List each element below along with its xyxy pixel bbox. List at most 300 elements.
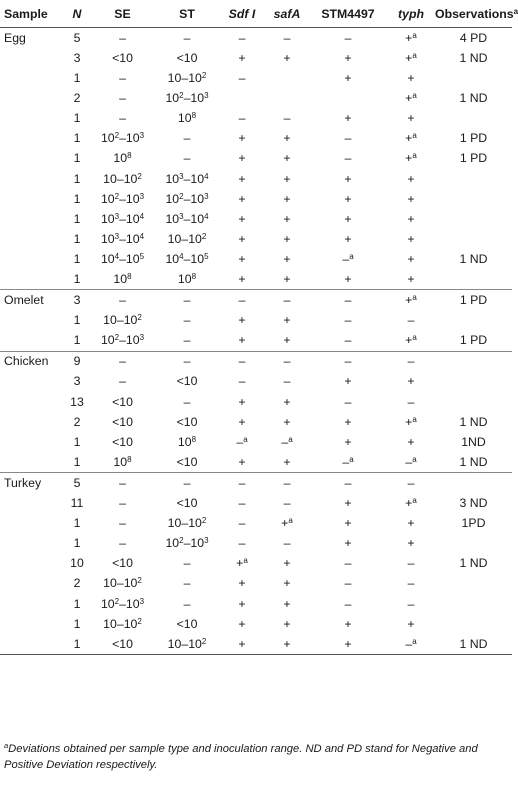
cell-sdf-i: +: [238, 454, 246, 469]
table-row: [0, 169, 512, 189]
table-row: [0, 249, 512, 269]
cell-sample: [0, 594, 64, 614]
footnote-mark: a: [288, 434, 293, 444]
cell-n: 5: [73, 30, 81, 45]
table-row: [0, 452, 512, 473]
cell-n: 1: [73, 616, 81, 631]
cell-sample: [0, 149, 64, 169]
cell-safa: +: [283, 414, 291, 429]
cell-typh: +: [407, 251, 415, 266]
cell-safa: [265, 68, 309, 88]
cell-st: –: [183, 596, 191, 611]
cell-n: 1: [73, 536, 81, 551]
cell-safa: +: [283, 131, 291, 146]
cell-sample: [0, 392, 64, 412]
table-row: [0, 634, 512, 655]
cell-sample: [0, 432, 64, 452]
cell-sdf-i: +: [238, 313, 246, 328]
footnote-mark: a: [412, 636, 417, 646]
cell-safa: +: [283, 251, 291, 266]
footnote-mark: a: [349, 251, 354, 261]
cell-se: –: [119, 536, 126, 551]
cell-stm4497: +: [344, 71, 352, 86]
cell-stm4497: +: [344, 191, 352, 206]
cell-safa: –: [283, 111, 291, 126]
cell-sdf-i: +: [238, 333, 246, 348]
cell-safa: –$^a$: [281, 434, 293, 449]
cell-stm4497: –: [344, 394, 352, 409]
footnote-mark: a: [349, 454, 354, 464]
cell-st: –: [155, 290, 219, 311]
cell-typh: +$^a$: [405, 30, 417, 45]
cell-se: $10^2-10^3$: [100, 596, 145, 611]
cell-sdf-i: +: [238, 576, 246, 591]
cell-stm4497: +: [344, 171, 352, 186]
cell-stm4497: –: [344, 30, 352, 45]
cell-sdf-i: –: [238, 496, 246, 511]
cell-observations: 3 ND: [459, 496, 488, 511]
cell-stm4497: –$^a$: [342, 251, 354, 266]
cell-sdf-i: –: [238, 374, 246, 389]
cell-n: 1: [73, 454, 81, 469]
cell-typh: +: [407, 434, 415, 449]
cell-sdf-i: –: [238, 71, 246, 86]
cell-typh: +$^a$: [405, 91, 417, 106]
footnote-mark: a: [412, 293, 417, 303]
cell-st: <10: [176, 616, 198, 631]
cell-stm4497: –: [309, 290, 387, 311]
cell-safa: +: [283, 596, 291, 611]
cell-st: –: [183, 394, 191, 409]
cell-stm4497: +: [344, 496, 352, 511]
cell-sample: [0, 412, 64, 432]
cell-sdf-i: –: [238, 516, 246, 531]
cell-se: –: [119, 516, 126, 531]
table-row: [0, 594, 512, 614]
cell-sdf-i: [219, 88, 265, 108]
cell-sdf-i: +: [238, 151, 246, 166]
cell-n: 3: [73, 374, 81, 389]
header-observations: [435, 0, 518, 28]
cell-stm4497: +: [344, 272, 352, 287]
cell-stm4497: +: [344, 536, 352, 551]
cell-observations: [435, 614, 512, 634]
cell-se: $10^8$: [113, 454, 132, 469]
cell-st: –: [183, 576, 191, 591]
cell-observations: [435, 209, 512, 229]
cell-n: 1: [73, 516, 81, 531]
cell-se: <10: [112, 394, 133, 409]
cell-n: 1: [73, 211, 81, 226]
cell-sdf-i: +: [238, 171, 246, 186]
table-row: [0, 209, 512, 229]
cell-observations: [435, 269, 512, 290]
cell-sdf-i: –$^a$: [236, 434, 248, 449]
cell-safa: +: [283, 313, 291, 328]
table-row: [0, 493, 512, 513]
table-row: [0, 229, 512, 249]
footnote-mark: a: [412, 91, 417, 101]
footnote-mark: a: [412, 50, 417, 60]
cell-typh: +$^a$: [405, 50, 417, 65]
cell-st: <10: [176, 414, 198, 429]
cell-se: $10^8$: [113, 151, 132, 166]
table-row: [0, 108, 512, 128]
cell-observations: 1 PD: [435, 290, 512, 311]
cell-safa: +: [283, 616, 291, 631]
cell-n: 1: [73, 251, 81, 266]
cell-sample: Chicken: [0, 351, 64, 372]
header-sample: Sample: [0, 0, 64, 28]
cell-st: $10^8$: [177, 111, 197, 126]
header-safa: safA: [265, 0, 309, 28]
cell-typh: –: [407, 596, 415, 611]
cell-observations: 1 PD: [459, 333, 488, 348]
cell-st: –: [155, 473, 219, 494]
cell-st: $10^8$: [177, 434, 197, 449]
cell-sample: [0, 169, 64, 189]
cell-sdf-i: +: [238, 251, 246, 266]
header-sdf: Sdf I: [219, 0, 265, 28]
cell-st: <10: [176, 496, 198, 511]
cell-observations: 1PD: [461, 516, 486, 531]
cell-st: $10-10^2$: [167, 231, 207, 246]
cell-sdf-i: +: [238, 191, 246, 206]
cell-n: 11: [70, 496, 84, 511]
cell-safa: –: [265, 290, 309, 311]
cell-st: <10: [176, 454, 198, 469]
cell-observations: [435, 473, 512, 494]
cell-typh: –: [387, 473, 435, 494]
cell-stm4497: +: [344, 50, 352, 65]
cell-typh: +$^a$: [405, 333, 417, 348]
cell-observations: 4 PD: [459, 30, 488, 45]
cell-safa: +: [283, 394, 291, 409]
cell-sample: [0, 533, 64, 553]
cell-observations: 1 ND: [459, 251, 488, 266]
cell-typh: +: [407, 616, 415, 631]
cell-st: $10^2-10^3$: [165, 191, 209, 206]
cell-sample: [0, 493, 64, 513]
cell-sdf-i: –: [238, 30, 246, 45]
cell-typh: +$^a$: [405, 414, 417, 429]
cell-typh: +: [407, 191, 415, 206]
cell-typh: –: [407, 394, 415, 409]
cell-typh: –$^a$: [405, 454, 417, 469]
table-row: [0, 392, 512, 412]
cell-typh: +: [407, 231, 415, 246]
cell-se: $10^3-10^4$: [100, 211, 145, 226]
table-row: [0, 412, 512, 432]
cell-st: $10^2-10^3$: [165, 91, 209, 106]
cell-safa: +: [265, 634, 309, 655]
table-footnote: [4, 741, 504, 773]
cell-sdf-i: +: [238, 50, 246, 65]
table-row: [0, 310, 512, 330]
cell-stm4497: [309, 88, 387, 108]
cell-typh: +$^a$: [405, 151, 417, 166]
footnote-mark: a: [412, 496, 417, 506]
cell-se: $10^2-10^3$: [100, 191, 145, 206]
cell-observations: 1 ND: [459, 91, 488, 106]
cell-n: 1: [73, 71, 81, 86]
cell-sample: [0, 372, 64, 392]
cell-se: $10^3-10^4$: [100, 231, 145, 246]
cell-stm4497: –: [344, 131, 352, 146]
footnote-mark: a: [412, 414, 417, 424]
cell-sdf-i: +: [238, 616, 246, 631]
cell-st: –: [183, 30, 191, 45]
cell-stm4497: –$^a$: [342, 454, 354, 469]
cell-safa: –: [283, 30, 291, 45]
cell-se: $10-10^2$: [103, 576, 142, 591]
cell-stm4497: –: [344, 333, 352, 348]
cell-sample: [0, 68, 64, 88]
header-observations-label: Observations: [435, 6, 514, 21]
cell-sdf-i: +: [238, 131, 246, 146]
cell-safa: +: [283, 171, 291, 186]
cell-se: –: [119, 71, 126, 86]
cell-safa: –: [283, 374, 291, 389]
cell-st: $10^4-10^5$: [165, 251, 209, 266]
cell-typh: +: [407, 211, 415, 226]
cell-stm4497: –: [344, 313, 352, 328]
cell-stm4497: +: [344, 616, 352, 631]
cell-n: 2: [73, 91, 81, 106]
cell-se: $10^4-10^5$: [100, 251, 145, 266]
cell-n: 1: [73, 313, 81, 328]
cell-observations: [435, 533, 512, 553]
cell-typh: –: [407, 576, 415, 591]
cell-sdf-i: –: [238, 111, 246, 126]
cell-safa: –: [283, 496, 291, 511]
footnote-mark: a: [288, 516, 293, 526]
table-row: [0, 48, 512, 68]
cell-st: $10-10^2$: [155, 634, 219, 655]
cell-stm4497: –: [344, 576, 352, 591]
cell-sample: [0, 108, 64, 128]
cell-safa: +: [283, 231, 291, 246]
cell-stm4497: +: [344, 231, 352, 246]
table-row: [0, 149, 512, 169]
cell-sdf-i: +$^a$: [236, 556, 248, 571]
cell-se: $10^2-10^3$: [100, 131, 145, 146]
cell-sdf-i: +: [238, 272, 246, 287]
cell-n: 5: [64, 473, 90, 494]
table-row: [0, 473, 512, 494]
table-row: [0, 351, 512, 372]
cell-n: 1: [73, 596, 81, 611]
cell-stm4497: –: [344, 151, 352, 166]
cell-safa: +: [283, 556, 291, 571]
cell-typh: +: [407, 171, 415, 186]
cell-se: <10: [112, 434, 133, 449]
cell-sample: [0, 189, 64, 209]
cell-se: –: [119, 111, 126, 126]
cell-se: –: [119, 496, 126, 511]
table-row: [0, 128, 512, 148]
footnote-mark: a: [4, 741, 9, 750]
cell-safa: +: [283, 191, 291, 206]
cell-safa: [265, 88, 309, 108]
cell-sdf-i: –: [238, 536, 246, 551]
cell-observations: [435, 189, 512, 209]
cell-observations: 1 ND: [459, 454, 488, 469]
cell-n: 1: [73, 191, 81, 206]
table-row: [0, 372, 512, 392]
cell-sdf-i: –: [219, 290, 265, 311]
header-typh: typh: [387, 0, 435, 28]
cell-typh: +$^a$: [387, 290, 435, 311]
cell-sample: Egg: [4, 30, 26, 45]
cell-n: 2: [73, 414, 81, 429]
table-row: [0, 28, 512, 49]
cell-n: 10: [70, 556, 84, 571]
cell-sdf-i: –: [219, 351, 265, 372]
cell-observations: 1 ND: [459, 50, 488, 65]
cell-safa: +: [283, 151, 291, 166]
cell-safa: +: [283, 211, 291, 226]
cell-se: –: [119, 30, 126, 45]
cell-observations: 1 ND: [435, 634, 512, 655]
cell-n: 1: [73, 231, 81, 246]
cell-safa: +: [283, 454, 291, 469]
cell-stm4497: +: [344, 414, 352, 429]
cell-typh: +: [407, 272, 415, 287]
table-row: [0, 68, 512, 88]
table-row: [0, 574, 512, 594]
cell-observations: 1 ND: [459, 556, 488, 571]
cell-st: $10-10^2$: [167, 71, 207, 86]
cell-st: –: [183, 313, 191, 328]
cell-sample: [0, 48, 64, 68]
cell-typh: +: [407, 536, 415, 551]
footnote-mark: a: [412, 30, 417, 40]
cell-observations: [435, 169, 512, 189]
cell-safa: +: [283, 50, 291, 65]
cell-observations: [435, 310, 512, 330]
cell-stm4497: +: [344, 211, 352, 226]
cell-sample: [0, 269, 64, 290]
cell-safa: +: [283, 333, 291, 348]
cell-sample: [0, 229, 64, 249]
cell-sample: Turkey: [0, 473, 64, 494]
cell-n: 1: [73, 151, 81, 166]
cell-st: $10^8$: [177, 272, 197, 287]
cell-typh: +: [407, 71, 415, 86]
cell-se: $10^2-10^3$: [100, 333, 145, 348]
cell-se: –: [119, 374, 126, 389]
cell-typh: +: [407, 111, 415, 126]
cell-st: <10: [176, 374, 198, 389]
cell-sample: [0, 553, 64, 573]
footnote-mark: a: [412, 131, 417, 141]
table-row: [0, 513, 512, 533]
table-row: [0, 330, 512, 351]
cell-sample: [0, 574, 64, 594]
cell-safa: –: [283, 536, 291, 551]
cell-stm4497: –: [344, 596, 352, 611]
cell-se: <10: [90, 634, 155, 655]
cell-stm4497: +: [344, 434, 352, 449]
cell-st: <10: [176, 50, 198, 65]
table-body: [0, 28, 512, 655]
cell-observations: 1 PD: [459, 131, 488, 146]
cell-observations: [435, 574, 512, 594]
cell-se: –: [90, 473, 155, 494]
table-row: [0, 533, 512, 553]
cell-stm4497: +: [344, 111, 352, 126]
cell-sdf-i: +: [219, 634, 265, 655]
cell-safa: +$^a$: [281, 516, 293, 531]
cell-st: $10^2-10^3$: [165, 536, 209, 551]
cell-sample: [0, 310, 64, 330]
cell-stm4497: –: [344, 556, 352, 571]
cell-sample: [0, 88, 64, 108]
header-se: SE: [90, 0, 155, 28]
cell-typh: –: [407, 313, 415, 328]
cell-stm4497: –: [309, 473, 387, 494]
cell-n: 1: [73, 272, 81, 287]
footnote-mark: a: [412, 151, 417, 161]
cell-safa: +: [283, 272, 291, 287]
cell-observations: 1 PD: [459, 151, 488, 166]
cell-se: $10^8$: [113, 272, 132, 287]
cell-sample: [0, 452, 64, 473]
cell-n: 1: [73, 434, 81, 449]
cell-sample: Omelet: [0, 290, 64, 311]
cell-n: 1: [73, 333, 81, 348]
cell-se: –: [119, 91, 126, 106]
cell-stm4497: +: [344, 374, 352, 389]
table-row: [0, 553, 512, 573]
cell-se: $10-10^2$: [103, 171, 142, 186]
cell-stm4497: +: [344, 516, 352, 531]
cell-n: 1: [73, 111, 81, 126]
cell-st: –: [155, 351, 219, 372]
cell-sample: [0, 249, 64, 269]
cell-n: 9: [64, 351, 90, 372]
cell-sdf-i: +: [238, 414, 246, 429]
cell-n: 1: [73, 131, 81, 146]
cell-n: 3: [64, 290, 90, 311]
cell-st: $10^3-10^4$: [165, 171, 209, 186]
cell-typh: –: [387, 351, 435, 372]
cell-observations: 1 ND: [459, 414, 488, 429]
cell-observations: [435, 108, 512, 128]
header-observations-footnote-mark: a: [513, 6, 518, 16]
cell-observations: [435, 594, 512, 614]
cell-n: 1: [64, 634, 90, 655]
cell-observations: [435, 372, 512, 392]
cell-st: –: [183, 131, 191, 146]
cell-n: 3: [73, 50, 81, 65]
cell-st: –: [183, 333, 191, 348]
footnote-mark: a: [412, 454, 417, 464]
cell-safa: –: [265, 473, 309, 494]
cell-sample: [0, 513, 64, 533]
cell-sdf-i: +: [238, 231, 246, 246]
cell-sample: [0, 614, 64, 634]
cell-n: 1: [73, 171, 81, 186]
header-row: [0, 0, 512, 28]
cell-observations: [435, 229, 512, 249]
footnote-text: Deviations obtained per sample type and inoculation range. ND and PD stand for Negative and Positive Deviation respectively.: [4, 743, 478, 771]
cell-observations: [435, 351, 512, 372]
cell-sample: [0, 330, 64, 351]
cell-safa: –: [265, 351, 309, 372]
header-stm4497: STM4497: [309, 0, 387, 28]
